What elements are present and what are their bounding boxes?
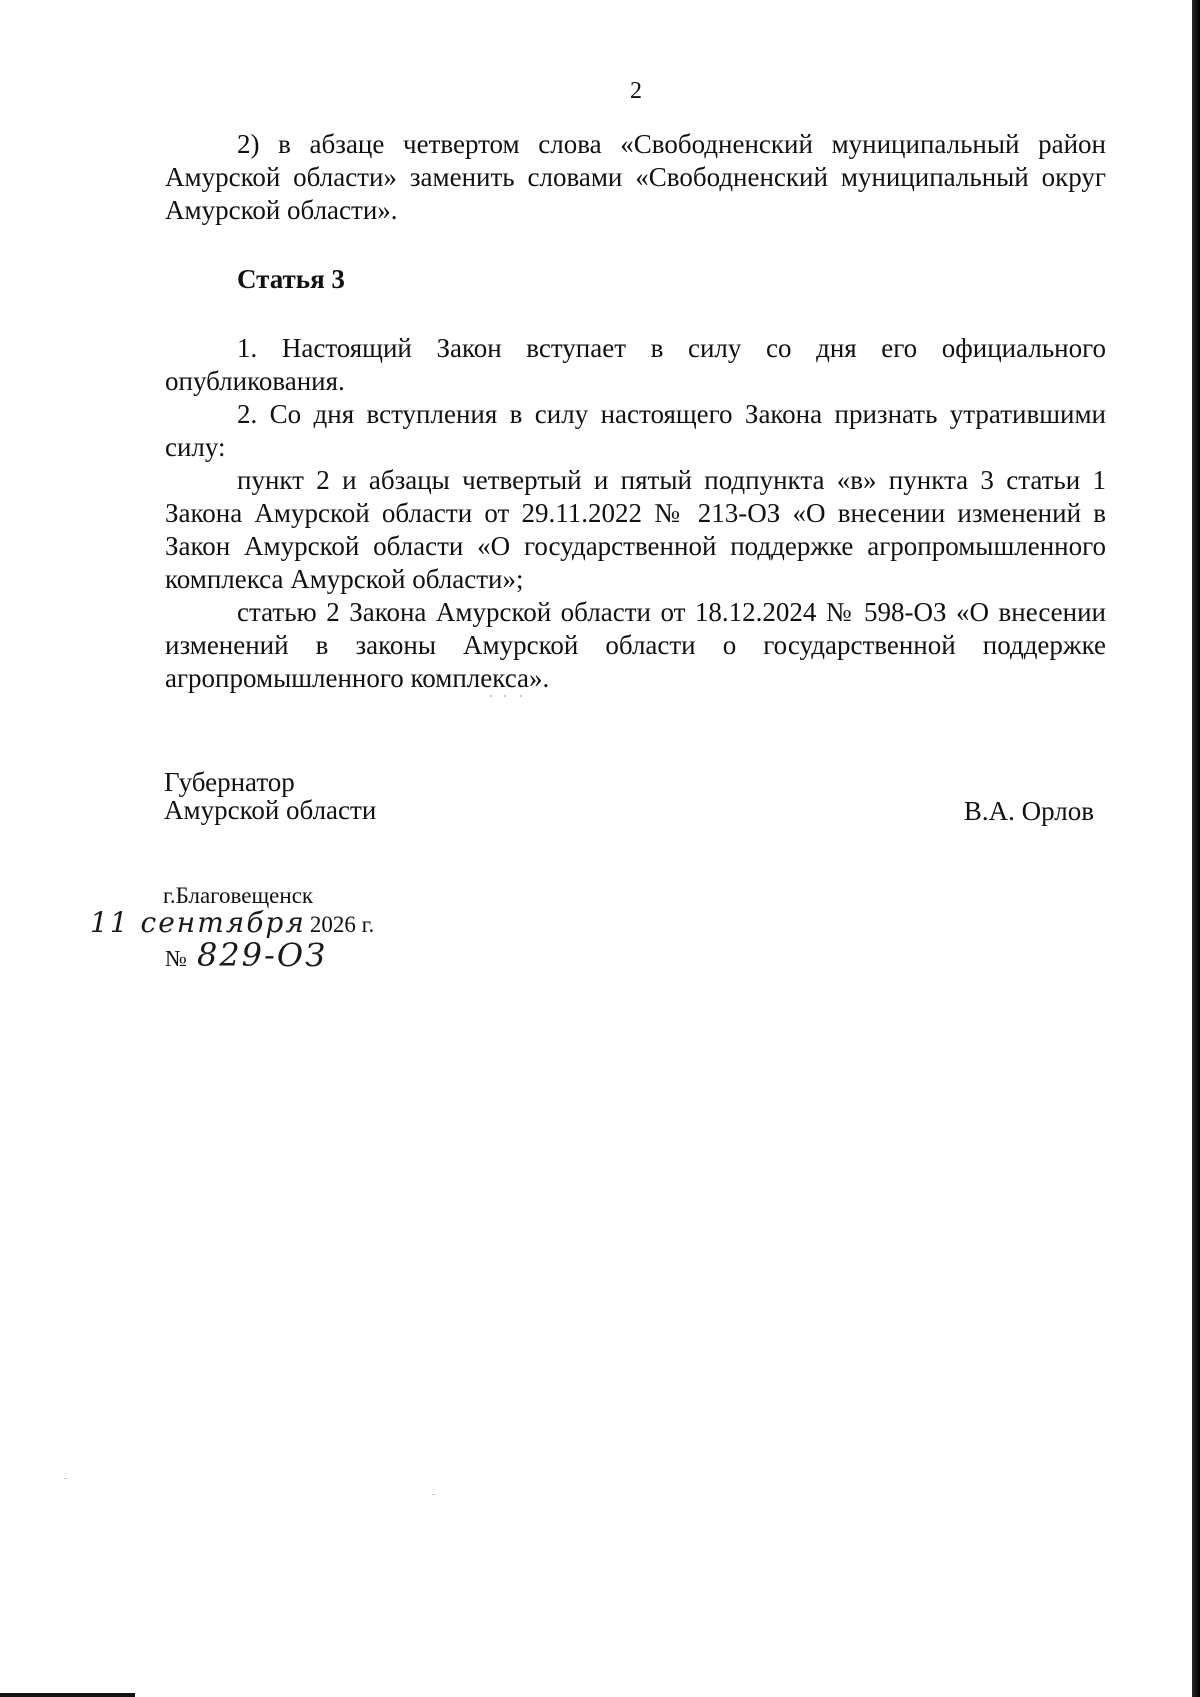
- amendment-paragraph: 2) в абзаце четвертом слова «Свободненский муниципальный район Амурской области» заменить словами «Свободненский муниципальный округ Амурской области».: [165, 129, 1106, 225]
- law-number: [165, 936, 327, 974]
- article-heading: Статья 3: [237, 264, 345, 294]
- signer-title: [164, 768, 376, 824]
- handwritten-number: 829-ОЗ: [196, 936, 328, 974]
- article-item-2: 2. Со дня вступления в силу настоящего Закона признать утратившими силу:: [165, 399, 1106, 462]
- page-number: 2: [630, 78, 642, 104]
- article-item-3: пункт 2 и абзацы четвертый и пятый подпункта «в» пункта 3 статьи 1 Закона Амурской области от 29.11.2022 № 213-ОЗ «О внесении изменений в Закон Амурской области «О государственной поддержке агропромышленного комплекса Амурской области»;: [165, 465, 1106, 594]
- signer-title-line-1: Губернатор: [164, 767, 295, 797]
- scan-edge-right: [1192, 0, 1200, 1697]
- signer-name: В.А. Орлов: [963, 796, 1094, 826]
- article-item-1: 1. Настоящий Закон вступает в силу со дня его официального опубликования.: [165, 333, 1106, 396]
- scan-edge-bottom: [0, 1693, 135, 1697]
- signer-title-line-2: Амурской области: [164, 795, 377, 825]
- number-sign: №: [165, 946, 187, 971]
- signing-city: г.Благовещенск: [163, 883, 314, 908]
- scan-dots: [490, 695, 526, 699]
- document-body: [165, 128, 1106, 695]
- handwritten-date: 11 сентября: [90, 906, 306, 939]
- date-year: 2026 г.: [309, 912, 375, 937]
- article-item-4: статью 2 Закона Амурской области от 18.12.2024 № 598-ОЗ «О внесении изменений в законы Амурской области о государственной поддержке агропромышленного комплекса».: [165, 597, 1106, 693]
